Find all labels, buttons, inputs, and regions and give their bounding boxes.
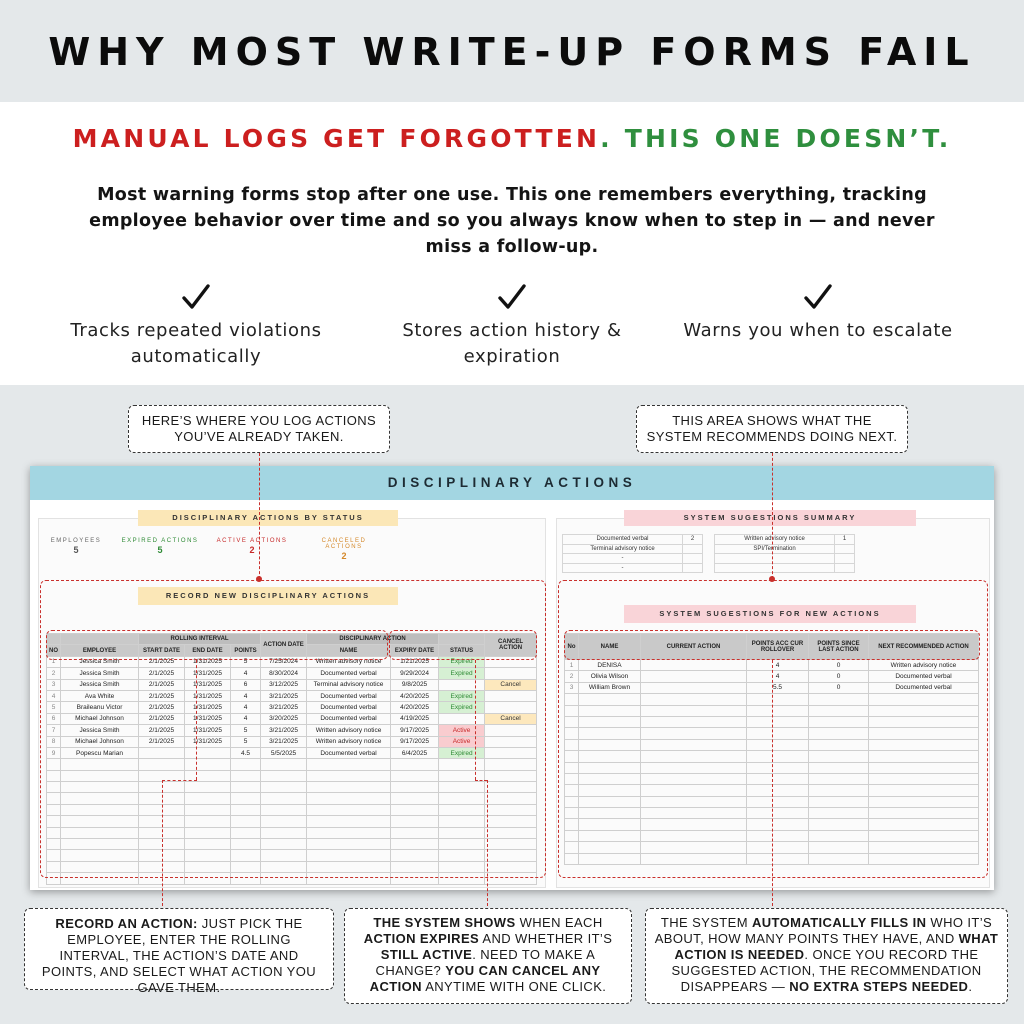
callout-text: . [968,979,973,994]
cancel-button[interactable]: Cancel [485,679,537,690]
cell-expiry[interactable]: 9/17/2025 [391,725,439,736]
cell-end[interactable]: 1/31/2025 [185,725,231,736]
cell-date[interactable]: 7/25/2024 [261,656,307,667]
cell-employee[interactable]: Michael Johnson [61,736,139,747]
cell-start[interactable]: 2/1/2025 [139,690,185,701]
summary-row [563,544,703,554]
sheet-title: DISCIPLINARY ACTIONS [387,475,637,490]
callout-log-actions: HERE’S WHERE YOU LOG ACTIONS YOU’VE ALREADY TAKEN. [128,405,390,453]
cell-points[interactable]: 4 [231,690,261,701]
cell-points_since: 0 [809,682,869,693]
callout-text: WHEN EACH [515,915,603,930]
description: Most warning forms stop after one use. This one remembers everything, tracking employee behavior over time and so you always know when to step in — and never miss a follow-up. [89,185,935,257]
subtitle-red: MANUAL LOGS GET FORGOTTEN [72,124,601,153]
cell-date[interactable]: 3/21/2025 [261,702,307,713]
cell-points[interactable]: 6 [231,679,261,690]
connector-dot [256,576,262,582]
col-action-date: ACTION DATE [261,634,307,657]
cell-points[interactable]: 5 [231,656,261,667]
cell-name: Olivia Wilson [579,671,641,682]
feature-text: Tracks repeated violations automatically [70,320,322,367]
cell-no[interactable]: 5 [47,702,61,713]
cell-status[interactable]: Active [439,736,485,747]
cell-end[interactable]: 1/31/2025 [185,656,231,667]
cancel-button[interactable]: Cancel [485,713,537,724]
summary-count [683,544,703,554]
cell-start[interactable]: 2/1/2025 [139,713,185,724]
cell-next: Documented verbal [869,671,979,682]
cell-end[interactable]: 1/31/2025 [185,690,231,701]
cell-points[interactable]: 5 [231,725,261,736]
feature-tracks [46,282,346,370]
cell-points[interactable]: 4 [231,702,261,713]
callout-text: . NEED TO MAKE A CHANGE? [375,947,596,978]
summary-row [715,544,855,554]
cell-date[interactable]: 3/12/2025 [261,679,307,690]
cell-no[interactable]: 9 [47,747,61,758]
summary-name [715,563,835,573]
stat-value: 2 [341,551,347,561]
cell-name[interactable]: Written advisory notice [307,656,391,667]
summary-name: Documented verbal [563,535,683,545]
cell-name[interactable]: Written advisory notice [307,736,391,747]
summary-name: SPI/Termination [715,544,835,554]
subtitle [0,124,1024,153]
cell-status[interactable]: Active [439,725,485,736]
connector-line [475,780,487,781]
connector-line [162,780,197,781]
stat-active [212,538,292,555]
summary-row [715,563,855,573]
suggest-label: SYSTEM SUGESTIONS FOR NEW ACTIONS [624,605,916,623]
col-start: START DATE [139,645,185,656]
col-end: END DATE [185,645,231,656]
cell-date[interactable]: 5/5/2025 [261,747,307,758]
cell-employee[interactable]: Michael Johnson [61,713,139,724]
col-name: NAME [579,634,641,660]
col-no: No [565,634,579,660]
checkmark-icon [802,282,834,312]
stat-label: EMPLOYEES [50,538,102,544]
summary-row [563,554,703,564]
cell-start[interactable]: 2/1/2025 [139,725,185,736]
cell-name: DENISA [579,660,641,671]
cell-employee[interactable]: Ava White [61,690,139,701]
feature-history [362,282,662,370]
cell-no: 2 [565,671,579,682]
record-label: RECORD NEW DISCIPLINARY ACTIONS [138,587,398,605]
cell-date[interactable]: 3/21/2025 [261,690,307,701]
summary-row [715,554,855,564]
cell-expiry[interactable]: 4/19/2025 [391,713,439,724]
cell-start[interactable]: 2/1/2025 [139,656,185,667]
summary-name: - [563,563,683,573]
cell-no[interactable]: 8 [47,736,61,747]
summary-name: Written advisory notice [715,535,835,545]
highlight-suggest-section [558,580,988,878]
cell-no: 1 [565,660,579,671]
col-name: NAME [307,645,391,656]
subtitle-green: THIS ONE DOESN’T. [624,124,952,153]
summary-count [683,563,703,573]
col-cancel: CANCEL ACTION [485,634,537,657]
connector-line [772,453,773,579]
checkmark-icon [180,282,212,312]
feature-escalate [668,282,968,344]
cell-status[interactable]: Expired [439,747,485,758]
callout-bold: WHAT ACTION IS NEEDED [674,931,999,962]
stat-employees [36,538,116,555]
cell-end[interactable]: 1/31/2025 [185,713,231,724]
summary-count: 1 [835,535,855,545]
cell-no[interactable]: 1 [47,656,61,667]
feature-text: Stores action history & expiration [402,320,622,367]
cell-no: 3 [565,682,579,693]
cell-name[interactable]: Documented verbal [307,702,391,713]
page-title: WHY MOST WRITE-UP FORMS FAIL [48,30,976,74]
cell-expiry[interactable]: 4/20/2025 [391,702,439,713]
callout-text: WHO IT’S ABOUT, HOW MANY POINTS THEY HAVE, AND [654,915,993,946]
summary-name: - [563,554,683,564]
callout-bold: NO EXTRA STEPS NEEDED [789,979,969,994]
cell-employee[interactable]: Popescu Marian [61,747,139,758]
cell-expiry[interactable]: 1/21/2025 [391,656,439,667]
stat-value: 5 [157,545,163,555]
connector-line [162,780,163,906]
summary-row [563,563,703,573]
cell-next: Documented verbal [869,682,979,693]
cell-employee[interactable]: Jessica Smith [61,725,139,736]
checkmark-icon [496,282,528,312]
col-status: STATUS [439,645,485,656]
summary-count [835,563,855,573]
cell-employee[interactable]: Braileanu Victor [61,702,139,713]
highlight-status-columns [389,630,537,660]
cell-points[interactable]: 4 [231,713,261,724]
cell-points[interactable]: 5 [231,736,261,747]
cell-no[interactable]: 6 [47,713,61,724]
summary-row [715,535,855,545]
connector-line [487,780,488,906]
cell-end[interactable]: 1/31/2025 [185,736,231,747]
summary-count [835,554,855,564]
summary-label: SYSTEM SUGESTIONS SUMMARY [624,510,916,526]
cell-no[interactable]: 2 [47,668,61,679]
cell-employee[interactable]: Jessica Smith [61,679,139,690]
cell-expiry[interactable]: 6/4/2025 [391,747,439,758]
callout-bold: STILL ACTIVE [380,947,473,962]
cell-expiry[interactable]: 9/8/2025 [391,679,439,690]
cell-status[interactable]: Expired [439,702,485,713]
cell-name[interactable]: Terminal advisory notice [307,679,391,690]
callout-text: ANYTIME WITH ONE CLICK. [421,979,607,994]
col-expiry: EXPIRY DATE [391,645,439,656]
cell-name[interactable]: Documented verbal [307,690,391,701]
cell-name[interactable]: Documented verbal [307,747,391,758]
callout-bold: YOU CAN CANCEL ANY ACTION [369,963,601,994]
connector-line [475,660,476,780]
callout-recommends: THIS AREA SHOWS WHAT THE SYSTEM RECOMMENDS DOING NEXT. [636,405,908,453]
cell-status[interactable]: Expired [439,690,485,701]
col-next: NEXT RECOMMENDED ACTION [869,634,979,660]
cell-employee[interactable]: Jessica Smith [61,656,139,667]
stat-canceled [304,538,384,561]
group-disciplinary: DISCIPLINARY ACTION [307,634,439,645]
cell-name: William Brown [579,682,641,693]
connector-line [772,660,773,906]
summary-count [683,554,703,564]
cell-status[interactable]: Expired [439,656,485,667]
col-no: NO [47,645,61,656]
summary-table-right [714,534,855,573]
cell-end[interactable]: 1/31/2025 [185,702,231,713]
highlight-suggest-headers [564,630,980,660]
cell-points[interactable]: 4.5 [231,747,261,758]
cell-points_acc: 5.5 [747,682,809,693]
connector-line [259,453,260,579]
cell-end[interactable]: 1/31/2025 [185,679,231,690]
subtitle-dot: . [600,124,613,153]
group-rolling: ROLLING INTERVAL [139,634,261,645]
callout-record-action [24,908,334,995]
summary-count [835,544,855,554]
cell-points_acc: 4 [747,671,809,682]
cell-no[interactable]: 3 [47,679,61,690]
cell-expiry[interactable]: 4/20/2025 [391,690,439,701]
summary-count: 2 [683,535,703,545]
cell-date[interactable]: 3/20/2025 [261,713,307,724]
cell-start[interactable]: 2/1/2025 [139,736,185,747]
cell-points[interactable]: 4 [231,668,261,679]
cell-start[interactable]: 2/1/2025 [139,702,185,713]
cell-date[interactable]: 3/21/2025 [261,725,307,736]
cell-start[interactable]: 2/1/2025 [139,679,185,690]
cell-date[interactable]: 8/30/2024 [261,668,307,679]
stat-label: ACTIVE ACTIONS [216,538,288,544]
callout-text: THE SYSTEM [660,915,752,930]
cell-points_since: 0 [809,660,869,671]
callout-text: AND WHETHER IT’S [479,931,613,946]
callout-bold: THE SYSTEM SHOWS [373,915,516,930]
stat-label: EXPIRED ACTIONS [121,538,199,544]
cell-expiry[interactable]: 9/17/2025 [391,736,439,747]
col-points-since: POINTS SINCE LAST ACTION [809,634,869,660]
summary-name: Terminal advisory notice [563,544,683,554]
cell-name[interactable]: Written advisory notice [307,725,391,736]
status-label: DISCIPLINARY ACTIONS BY STATUS [138,510,398,526]
callout-system-shows [344,908,632,1004]
cell-name[interactable]: Documented verbal [307,713,391,724]
col-points: POINTS [231,645,261,656]
summary-table-left [562,534,703,573]
callout-auto-fill [645,908,1008,1004]
stat-expired [120,538,200,555]
cell-employee[interactable]: Jessica Smith [61,668,139,679]
summary-name [715,554,835,564]
feature-text: Warns you when to escalate [683,320,953,341]
connector-dot [769,576,775,582]
cell-expiry[interactable]: 9/29/2024 [391,668,439,679]
callout-text: JUST PICK THE EMPLOYEE, ENTER THE ROLLING INTERVAL, THE ACTION’S DATE AND POINTS, AND SELECT WHAT ACTION YOU GAVE THEM. [41,916,317,995]
callout-text: . ONCE YOU RECORD THE SUGGESTED ACTION, THE RECOMMENDATION DISAPPEARS — [671,947,982,994]
callout-bold: RECORD AN ACTION: [55,916,198,931]
cell-points_acc: 4 [747,660,809,671]
cell-date[interactable]: 3/21/2025 [261,736,307,747]
callout-bold: AUTOMATICALLY FILLS IN [751,915,927,930]
cell-next: Written advisory notice [869,660,979,671]
cell-status[interactable]: Expired [439,668,485,679]
stat-value: 5 [73,545,79,555]
stat-value: 2 [249,545,255,555]
col-employee: EMPLOYEE [61,645,139,656]
highlight-record-inputs [46,630,388,660]
col-current: CURRENT ACTION [641,634,747,660]
cell-no[interactable]: 4 [47,690,61,701]
cell-no[interactable]: 7 [47,725,61,736]
cell-start[interactable]: 2/1/2025 [139,668,185,679]
highlight-record-section [40,580,546,878]
cell-points_since: 0 [809,671,869,682]
callout-bold: ACTION EXPIRES [363,931,480,946]
summary-row [563,535,703,545]
connector-line [196,660,197,780]
col-points-acc: POINTS ACC CUR ROLLOVER [747,634,809,660]
cell-name[interactable]: Documented verbal [307,668,391,679]
cell-end[interactable]: 1/31/2025 [185,668,231,679]
stat-label: CANCELED ACTIONS [321,538,367,550]
